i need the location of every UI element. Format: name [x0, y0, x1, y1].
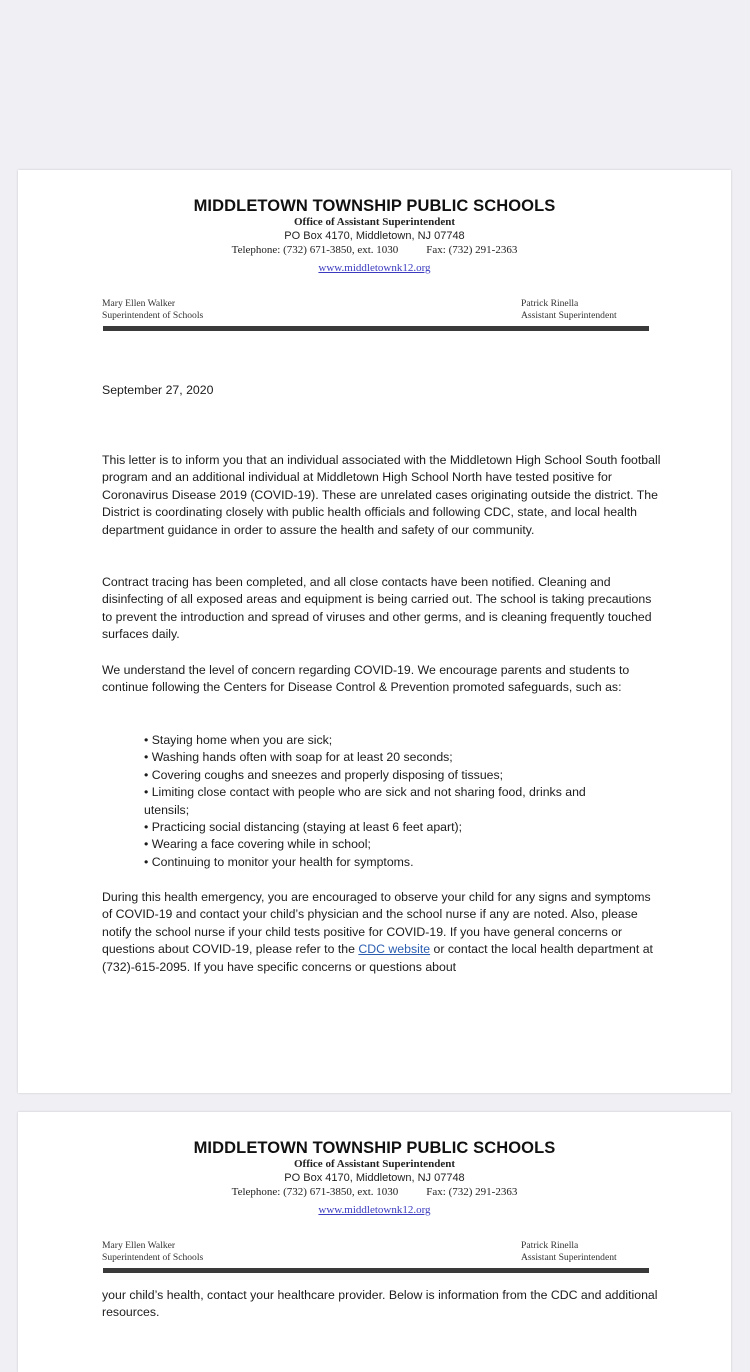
paragraph-4-part-1: During this health emergency, you are encouraged to observe your child for any signs and symptoms of COVID-19 and contact your child’s physician and the school nurse if any are noted. Also, please notify the school nurse if your child tests positive for COVID-19. If you have general concerns or questions about COVID-19, please refer to the: [102, 890, 651, 957]
letterhead-fax: Fax: (732) 291-2363: [426, 244, 518, 256]
letterhead-title: MIDDLETOWN TOWNSHIP PUBLIC SCHOOLS: [193, 1139, 556, 1157]
safeguards-list: [144, 732, 644, 871]
cdc-website-link[interactable]: CDC website: [358, 942, 431, 957]
paragraph-4-text: [102, 889, 662, 976]
letter-date: September 27, 2020: [102, 383, 214, 397]
letterhead-title: MIDDLETOWN TOWNSHIP PUBLIC SCHOOLS: [193, 197, 556, 215]
letterhead-website-row: [18, 1200, 731, 1218]
paragraph-2-text: Contract tracing has been completed, and all close contacts have been notified. Cleaning and disinfecting of all exposed areas and equipment is being carried out. The school is taking precautions to prevent the introduction and spread of viruses and other germs, and is cleaning frequently touched surfaces daily.: [102, 575, 652, 642]
paragraph-4-part-2: or contact the local health department at (732)-615-2095. If you have specific concerns or questions about: [102, 942, 653, 974]
paragraph-2: [102, 574, 662, 644]
letterhead-address: PO Box 4170, Middletown, NJ 07748: [284, 1172, 465, 1184]
list-item: • Limiting close contact with people who are sick and not sharing food, drinks and utensils;: [144, 785, 586, 817]
letterhead-contact: [18, 244, 731, 256]
list-item: • Continuing to monitor your health for symptoms.: [144, 854, 414, 869]
right-signer: [521, 298, 617, 322]
list-item: • Staying home when you are sick;: [144, 733, 333, 747]
page-2-continuation: [102, 1287, 662, 1322]
right-signer: [521, 1240, 617, 1264]
paragraph-1: [102, 452, 662, 539]
right-signer-title: Assistant Superintendent: [521, 1252, 617, 1263]
website-link[interactable]: www.middletownk12.org: [318, 262, 431, 274]
list-item: • Practicing social distancing (staying at least 6 feet apart);: [144, 820, 463, 835]
left-signer-name: Mary Ellen Walker: [102, 1240, 176, 1251]
left-signer: [102, 298, 203, 322]
paragraph-3: [102, 662, 662, 697]
letterhead-office: Office of Assistant Superintendent: [293, 216, 456, 228]
right-signer-name: Patrick Rinella: [521, 298, 579, 309]
letterhead-telephone: Telephone: (732) 671-3850, ext. 1030: [231, 244, 399, 256]
document-page-1: [18, 170, 731, 1093]
list-item: • Covering coughs and sneezes and properly disposing of tissues;: [144, 767, 504, 782]
left-signer-title: Superintendent of Schools: [102, 310, 204, 321]
website-link[interactable]: www.middletownk12.org: [318, 1204, 431, 1216]
letterhead-divider: [103, 326, 649, 331]
paragraph-3-text: We understand the level of concern regarding COVID-19. We encourage parents and students to continue following the Centers for Disease Control & Prevention promoted safeguards, such as:: [102, 663, 630, 695]
page-2-continuation-text: your child’s health, contact your healthcare provider. Below is information from the CDC and additional resources.: [102, 1288, 658, 1320]
letterhead-divider: [103, 1268, 649, 1273]
list-item: • Wearing a face covering while in school;: [144, 837, 371, 852]
left-signer-title: Superintendent of Schools: [102, 1252, 204, 1263]
list-item: • Washing hands often with soap for at least 20 seconds;: [144, 750, 453, 765]
letterhead-fax: Fax: (732) 291-2363: [426, 1186, 518, 1198]
letterhead-contact: [18, 1186, 731, 1198]
left-signer-name: Mary Ellen Walker: [102, 298, 176, 309]
letterhead-office: Office of Assistant Superintendent: [293, 1158, 456, 1170]
paragraph-4: [102, 889, 662, 976]
right-signer-name: Patrick Rinella: [521, 1240, 579, 1251]
letterhead-telephone: Telephone: (732) 671-3850, ext. 1030: [231, 1186, 399, 1198]
right-signer-title: Assistant Superintendent: [521, 310, 617, 321]
letterhead-address: PO Box 4170, Middletown, NJ 07748: [284, 230, 465, 242]
document-page-2: [18, 1112, 731, 1372]
paragraph-1-text: This letter is to inform you that an individual associated with the Middletown High School South football program and an additional individual at Middletown High School North have tested positive for Coronavirus Disease 2019 (COVID-19). These are unrelated cases originating outside the district. The District is coordinating closely with public health officials and following CDC, state, and local health department guidance in order to assure the health and safety of our community.: [102, 453, 661, 537]
letterhead-website-row: [18, 258, 731, 276]
left-signer: [102, 1240, 203, 1264]
